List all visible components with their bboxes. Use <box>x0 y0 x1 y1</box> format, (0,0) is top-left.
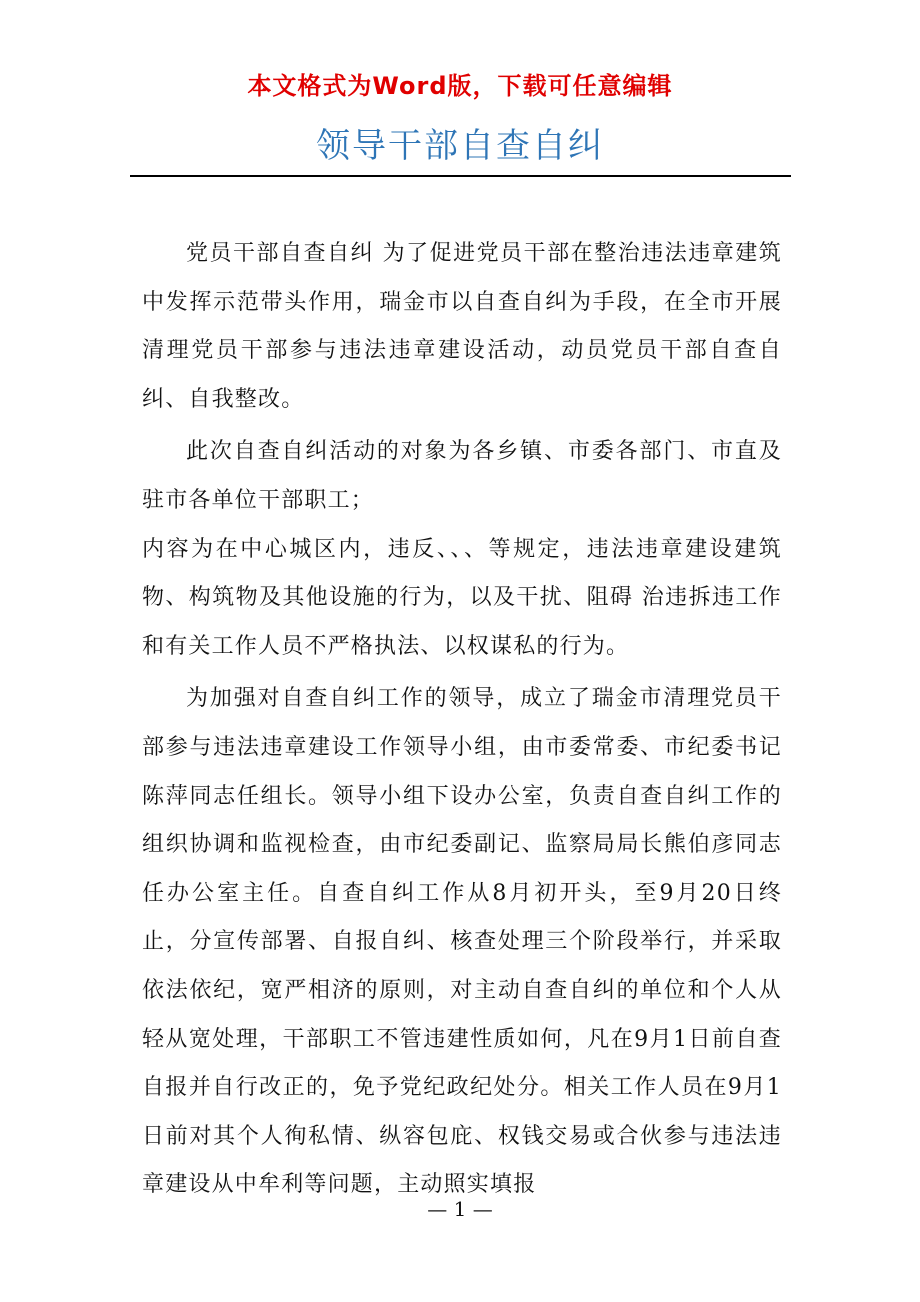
header-divider <box>130 175 791 177</box>
page-number: — 1 — <box>427 1197 493 1221</box>
paragraph-content: 内容为在中心城区内，违反、、、等规定，违法违章建设建筑物、构筑物及其他设施的行为，以及干扰、阻碍 治违拆违工作和有关工作人员不严格执法、以权谋私的行为。 <box>142 536 782 659</box>
format-notice: 本文格式为Word版，下载可任意编辑 <box>247 72 673 100</box>
page-title: 领导干部自查自纠 <box>316 126 604 166</box>
document-body <box>142 230 782 1210</box>
paragraph-leadership: 为加强对自查自纠工作的领导，成立了瑞金市清理党员干部参与违法违章建设工作领导小组，由市委常委、市纪委书记陈萍同志任组长。领导小组下设办公室，负责自查自纠工作的组织协调和监视检查，由市纪委副记、监察局局长熊伯彦同志任办公室主任。自查自纠工作从8月初开头，至9月20日终止，分宣传部署、自报自纠、核查处理三个阶段举行，并采取依法依纪，宽严相济的原则，对主动自查自纠的单位和个人从轻从宽处理，干部职工不管违建性质如何，凡在9月1日前自查自报并自行改正的，免予党纪政纪处分。相关工作人员在9月1日前对其个人徇私情、纵容包庇、权钱交易或合伙参与违法违章建设从中牟利等问题，主动照实填报 <box>142 686 782 1198</box>
paragraph-intro: 党员干部自查自纠 为了促进党员干部在整治违法违章建筑中发挥示范带头作用，瑞金市以自查自纠为手段，在全市开展清理党员干部参与违法违章建设活动，动员党员干部自查自纠、自我整改。 <box>142 241 782 412</box>
paragraph-scope: 此次自查自纠活动的对象为各乡镇、市委各部门、市直及驻市各单位干部职工； <box>142 439 782 513</box>
